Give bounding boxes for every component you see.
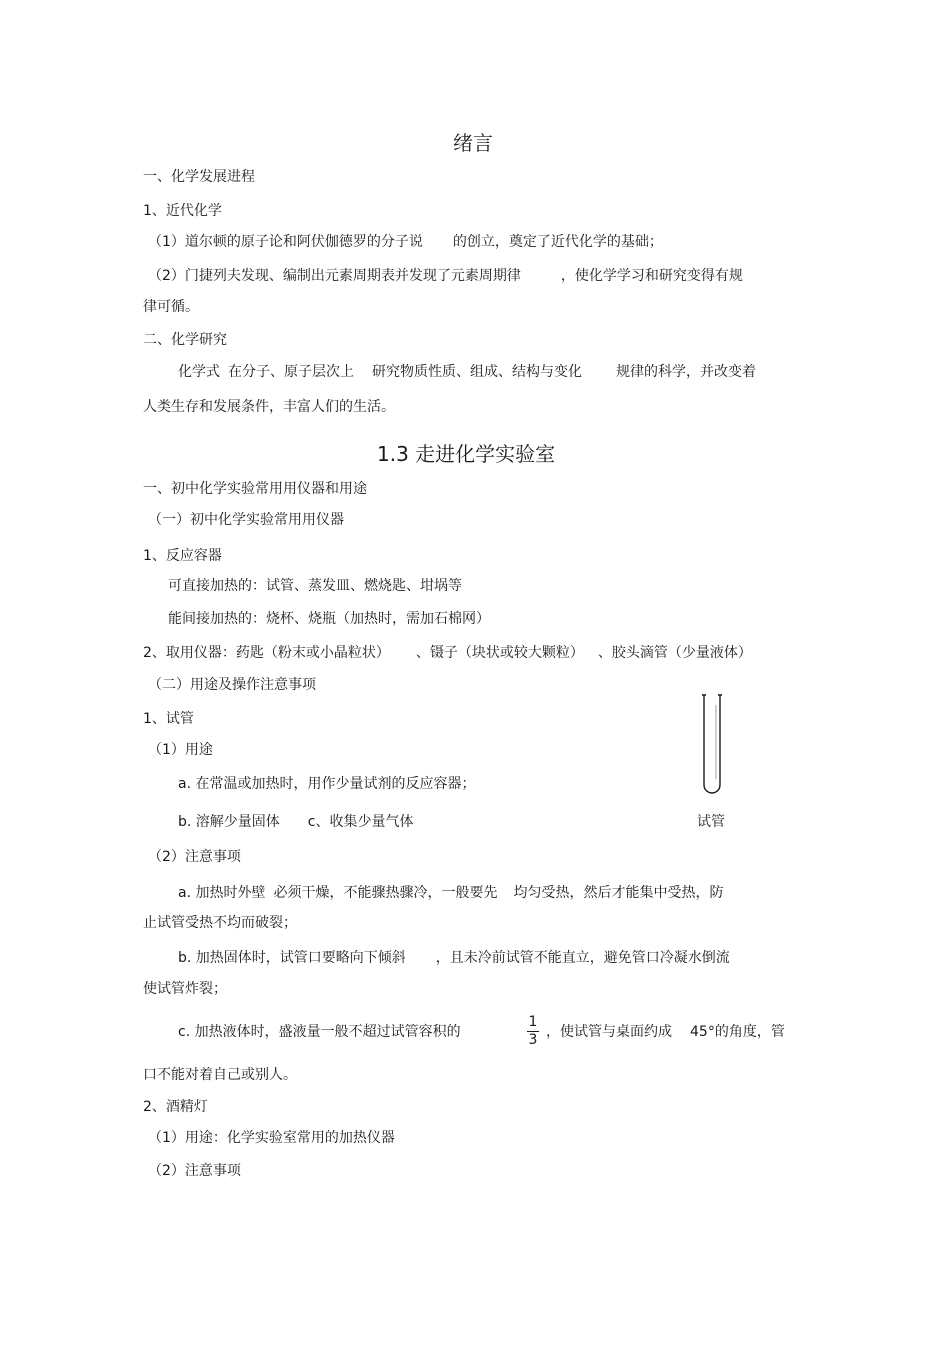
list-item-continued: 使试管炸裂；	[143, 981, 227, 997]
text-span: 在分子、原子层次上	[228, 364, 354, 380]
list-item	[178, 948, 730, 968]
text-span: ，使化学学习和研究变得有规	[560, 268, 743, 284]
list-item: 可直接加热的：试管、蒸发皿、燃烧匙、坩埚等	[168, 578, 462, 594]
section-heading: 二、化学研究	[143, 332, 227, 348]
text-span: b. 加热固体时，试管口要略向下倾斜	[178, 950, 406, 966]
text-span: ，不能骤热骤冷，一般要先	[329, 885, 498, 901]
fraction-denominator: 3	[528, 1032, 538, 1048]
list-heading: （2）注意事项	[148, 849, 241, 865]
list-heading: （1）用途	[148, 742, 213, 758]
list-item: a. 在常温或加热时，用作少量试剂的反应容器；	[178, 776, 476, 792]
subsection-heading: （二）用途及操作注意事项	[148, 677, 316, 693]
text-span: c、收集少量气体	[307, 814, 414, 830]
text-span: 规律的科学，并改变着	[616, 364, 756, 380]
list-item: （1）用途：化学实验室常用的加热仪器	[148, 1130, 395, 1146]
text-span: 、胶头滴管（少量液体）	[597, 645, 752, 661]
text-span: 的创立，奠定了近代化学的基础；	[452, 234, 663, 250]
text-span: 45°的角度，管	[690, 1024, 785, 1040]
list-item: （2）注意事项	[148, 1163, 241, 1179]
text-span: ，且未冷前试管不能直立，避免管口冷凝水倒流	[435, 950, 730, 966]
list-item: c. 加热液体时，盛液量一般不超过试管容积的	[178, 1024, 461, 1040]
list-heading	[143, 643, 752, 663]
list-item	[546, 1022, 785, 1042]
paragraph-line: 律可循。	[143, 299, 199, 315]
paragraph-line	[178, 362, 756, 382]
text-span: 均匀受热	[513, 885, 570, 901]
paragraph-line	[148, 266, 743, 286]
page-title-preface: 绪言	[453, 131, 493, 155]
figure-caption: 试管	[697, 814, 725, 830]
page-title-chapter: 1.3 走进化学实验室	[377, 442, 556, 466]
list-heading: 1、反应容器	[143, 548, 222, 564]
text-span: 化学式	[178, 364, 220, 380]
text-span: （1）道尔顿的原子论和阿伏伽德罗的分子说	[148, 234, 423, 250]
test-tube-icon	[700, 693, 724, 803]
subsection-heading: 1、近代化学	[143, 203, 222, 219]
list-heading: 2、酒精灯	[143, 1099, 208, 1115]
section-heading: 一、化学发展进程	[143, 169, 255, 185]
section-heading: 一、初中化学实验常用用仪器和用途	[143, 481, 367, 497]
text-span: a. 加热时外壁	[178, 885, 266, 901]
text-span: （2）门捷列夫发现、编制出元素周期表并发现了元素周期律	[148, 268, 521, 284]
list-item: 能间接加热的：烧杯、烧瓶（加热时，需加石棉网）	[168, 611, 490, 627]
list-item-continued: 止试管受热不均而破裂；	[143, 915, 297, 931]
text-span: b. 溶解少量固体	[178, 814, 280, 830]
subsection-heading: （一）初中化学实验常用用仪器	[148, 512, 344, 528]
text-span: 、镊子（块状或较大颗粒）	[415, 645, 584, 661]
list-heading: 1、试管	[143, 711, 194, 727]
text-span: ，然后才能集中受热，防	[569, 885, 724, 901]
text-span: 研究物质性质、组成、结构与变化	[372, 364, 582, 380]
text-span: ，使试管与桌面约成	[546, 1024, 672, 1040]
fraction-numerator: 1	[528, 1014, 538, 1030]
paragraph-line: 人类生存和发展条件，丰富人们的生活。	[143, 399, 395, 415]
paragraph-line	[148, 232, 663, 252]
text-span: 必须干燥	[273, 885, 330, 901]
list-item-continued: 口不能对着自己或别人。	[143, 1067, 297, 1083]
list-item	[178, 812, 414, 832]
list-item	[178, 883, 723, 903]
text-span: 2、取用仪器：药匙（粉末或小晶粒状）	[143, 645, 390, 661]
